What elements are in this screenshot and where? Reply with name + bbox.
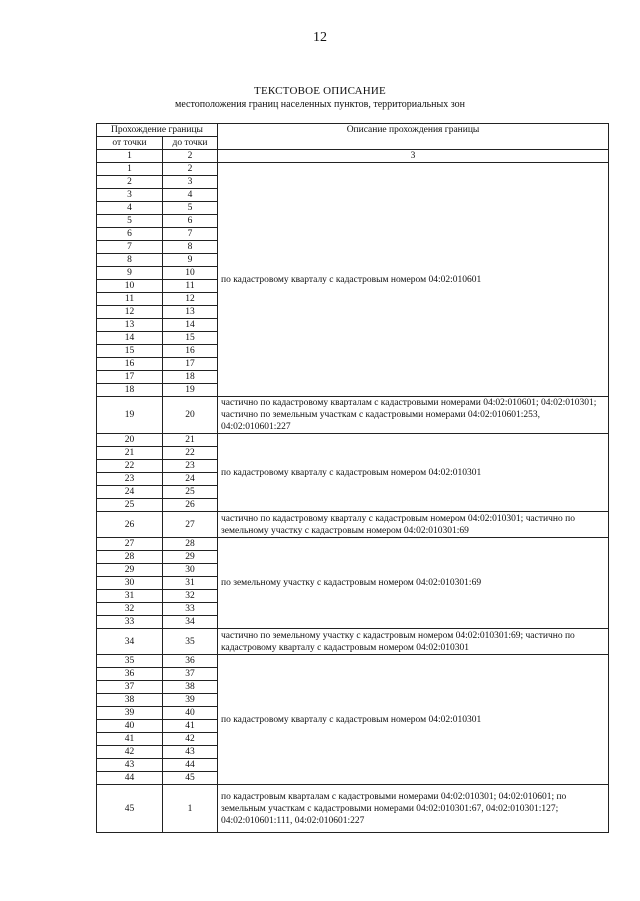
from-point-cell: 27 bbox=[97, 538, 163, 551]
to-point-cell: 19 bbox=[163, 384, 218, 397]
to-point-cell: 7 bbox=[163, 228, 218, 241]
from-point-cell: 2 bbox=[97, 176, 163, 189]
to-point-cell: 27 bbox=[163, 512, 218, 538]
description-cell: по кадастровому кварталу с кадастровым номером 04:02:010601 bbox=[218, 163, 609, 397]
table-row bbox=[97, 397, 609, 434]
table-row bbox=[97, 512, 609, 538]
from-point-cell: 21 bbox=[97, 447, 163, 460]
header-boundary-group: Прохождение границы bbox=[97, 124, 218, 137]
header-description: Описание прохождения границы bbox=[218, 124, 609, 150]
description-cell: частично по кадастровому кварталам с кадастровыми номерами 04:02:010601; 04:02:010301; частично по земельным участкам с кадастровыми номерами 04:02:010601:253, 04:02:010601:227 bbox=[218, 397, 609, 434]
from-point-cell: 28 bbox=[97, 551, 163, 564]
from-point-cell: 16 bbox=[97, 358, 163, 371]
from-point-cell: 3 bbox=[97, 189, 163, 202]
from-point-cell: 38 bbox=[97, 694, 163, 707]
from-point-cell: 19 bbox=[97, 397, 163, 434]
to-point-cell: 37 bbox=[163, 668, 218, 681]
from-point-cell: 26 bbox=[97, 512, 163, 538]
column-number-3: 3 bbox=[218, 150, 609, 163]
to-point-cell: 6 bbox=[163, 215, 218, 228]
description-cell: по кадастровому кварталу с кадастровым номером 04:02:010301 bbox=[218, 655, 609, 785]
from-point-cell: 7 bbox=[97, 241, 163, 254]
to-point-cell: 24 bbox=[163, 473, 218, 486]
column-number-2: 2 bbox=[163, 150, 218, 163]
to-point-cell: 18 bbox=[163, 371, 218, 384]
from-point-cell: 24 bbox=[97, 486, 163, 499]
from-point-cell: 23 bbox=[97, 473, 163, 486]
from-point-cell: 8 bbox=[97, 254, 163, 267]
from-point-cell: 35 bbox=[97, 655, 163, 668]
to-point-cell: 14 bbox=[163, 319, 218, 332]
from-point-cell: 31 bbox=[97, 590, 163, 603]
to-point-cell: 31 bbox=[163, 577, 218, 590]
to-point-cell: 45 bbox=[163, 772, 218, 785]
to-point-cell: 5 bbox=[163, 202, 218, 215]
to-point-cell: 43 bbox=[163, 746, 218, 759]
to-point-cell: 4 bbox=[163, 189, 218, 202]
to-point-cell: 35 bbox=[163, 629, 218, 655]
to-point-cell: 29 bbox=[163, 551, 218, 564]
description-cell: по кадастровым кварталам с кадастровыми номерами 04:02:010301; 04:02:010601; по земельным участкам с кадастровыми номерами 04:02:010301:67, 04:02:010301:127; 04:02:010601:111, 04:02:010601:227 bbox=[218, 785, 609, 833]
to-point-cell: 25 bbox=[163, 486, 218, 499]
to-point-cell: 42 bbox=[163, 733, 218, 746]
description-cell: частично по земельному участку с кадастровым номером 04:02:010301:69; частично по кадастровому кварталу с кадастровым номером 04:02:010301 bbox=[218, 629, 609, 655]
to-point-cell: 9 bbox=[163, 254, 218, 267]
from-point-cell: 32 bbox=[97, 603, 163, 616]
to-point-cell: 28 bbox=[163, 538, 218, 551]
to-point-cell: 16 bbox=[163, 345, 218, 358]
description-cell: по земельному участку с кадастровым номером 04:02:010301:69 bbox=[218, 538, 609, 629]
table-row bbox=[97, 629, 609, 655]
from-point-cell: 20 bbox=[97, 434, 163, 447]
table-row bbox=[97, 538, 609, 551]
table-row bbox=[97, 655, 609, 668]
to-point-cell: 30 bbox=[163, 564, 218, 577]
boundary-table bbox=[96, 123, 609, 833]
header-from-point: от точки bbox=[97, 137, 163, 150]
from-point-cell: 41 bbox=[97, 733, 163, 746]
to-point-cell: 15 bbox=[163, 332, 218, 345]
from-point-cell: 25 bbox=[97, 499, 163, 512]
to-point-cell: 2 bbox=[163, 163, 218, 176]
to-point-cell: 13 bbox=[163, 306, 218, 319]
from-point-cell: 12 bbox=[97, 306, 163, 319]
document-title: ТЕКСТОВОЕ ОПИСАНИЕ bbox=[254, 85, 386, 97]
from-point-cell: 37 bbox=[97, 681, 163, 694]
from-point-cell: 4 bbox=[97, 202, 163, 215]
from-point-cell: 11 bbox=[97, 293, 163, 306]
to-point-cell: 23 bbox=[163, 460, 218, 473]
from-point-cell: 39 bbox=[97, 707, 163, 720]
to-point-cell: 41 bbox=[163, 720, 218, 733]
to-point-cell: 1 bbox=[163, 785, 218, 833]
from-point-cell: 15 bbox=[97, 345, 163, 358]
from-point-cell: 36 bbox=[97, 668, 163, 681]
table-row bbox=[97, 163, 609, 176]
to-point-cell: 22 bbox=[163, 447, 218, 460]
from-point-cell: 17 bbox=[97, 371, 163, 384]
from-point-cell: 5 bbox=[97, 215, 163, 228]
from-point-cell: 22 bbox=[97, 460, 163, 473]
from-point-cell: 45 bbox=[97, 785, 163, 833]
to-point-cell: 3 bbox=[163, 176, 218, 189]
page-number: 12 bbox=[313, 30, 327, 45]
description-cell: частично по кадастровому кварталу с кадастровым номером 04:02:010301; частично по земельному участку с кадастровым номером 04:02:010301:69 bbox=[218, 512, 609, 538]
from-point-cell: 9 bbox=[97, 267, 163, 280]
from-point-cell: 29 bbox=[97, 564, 163, 577]
from-point-cell: 13 bbox=[97, 319, 163, 332]
from-point-cell: 14 bbox=[97, 332, 163, 345]
from-point-cell: 18 bbox=[97, 384, 163, 397]
from-point-cell: 42 bbox=[97, 746, 163, 759]
header-to-point: до точки bbox=[163, 137, 218, 150]
to-point-cell: 33 bbox=[163, 603, 218, 616]
table-row bbox=[97, 785, 609, 833]
to-point-cell: 32 bbox=[163, 590, 218, 603]
table-row bbox=[97, 434, 609, 447]
document-subtitle: местоположения границ населенных пунктов, территориальных зон bbox=[175, 99, 465, 110]
to-point-cell: 34 bbox=[163, 616, 218, 629]
from-point-cell: 34 bbox=[97, 629, 163, 655]
from-point-cell: 40 bbox=[97, 720, 163, 733]
description-cell: по кадастровому кварталу с кадастровым номером 04:02:010301 bbox=[218, 434, 609, 512]
to-point-cell: 44 bbox=[163, 759, 218, 772]
to-point-cell: 26 bbox=[163, 499, 218, 512]
to-point-cell: 21 bbox=[163, 434, 218, 447]
to-point-cell: 17 bbox=[163, 358, 218, 371]
from-point-cell: 1 bbox=[97, 163, 163, 176]
to-point-cell: 38 bbox=[163, 681, 218, 694]
from-point-cell: 10 bbox=[97, 280, 163, 293]
to-point-cell: 20 bbox=[163, 397, 218, 434]
from-point-cell: 44 bbox=[97, 772, 163, 785]
to-point-cell: 39 bbox=[163, 694, 218, 707]
to-point-cell: 10 bbox=[163, 267, 218, 280]
to-point-cell: 12 bbox=[163, 293, 218, 306]
from-point-cell: 6 bbox=[97, 228, 163, 241]
to-point-cell: 8 bbox=[163, 241, 218, 254]
to-point-cell: 11 bbox=[163, 280, 218, 293]
to-point-cell: 40 bbox=[163, 707, 218, 720]
from-point-cell: 30 bbox=[97, 577, 163, 590]
to-point-cell: 36 bbox=[163, 655, 218, 668]
from-point-cell: 43 bbox=[97, 759, 163, 772]
column-number-1: 1 bbox=[97, 150, 163, 163]
from-point-cell: 33 bbox=[97, 616, 163, 629]
